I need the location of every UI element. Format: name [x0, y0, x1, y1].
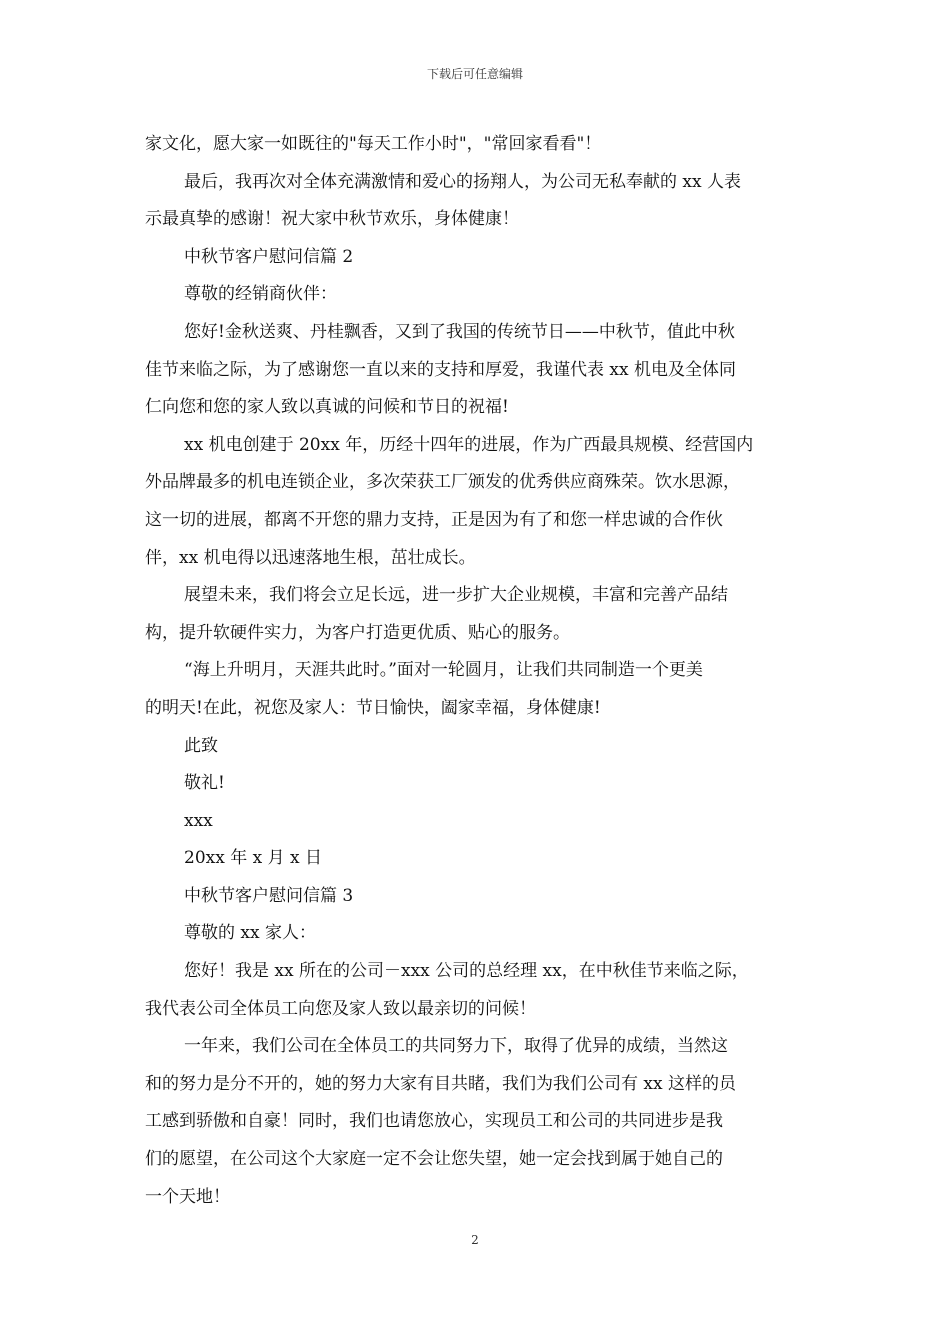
text-line: 最后，我再次对全体充满激情和爱心的扬翔人，为公司无私奉献的 xx 人表: [184, 171, 741, 192]
page-number: 2: [471, 1233, 479, 1247]
closing-line: 此致: [184, 735, 218, 756]
text-line: 构，提升软硬件实力，为客户打造更优质、贴心的服务。: [145, 622, 570, 643]
text-line: 一年来，我们公司在全体员工的共同努力下，取得了优异的成绩，当然这: [184, 1036, 728, 1057]
salutation: 尊敬的经销商伙伴：: [184, 284, 337, 305]
section-heading: 中秋节客户慰问信篇 3: [184, 885, 354, 906]
signature-date: 20xx 年 x 月 x 日: [184, 848, 323, 869]
text-line: 外品牌最多的机电连锁企业，多次荣获工厂颁发的优秀供应商殊荣。饮水思源，: [145, 472, 740, 493]
text-line: 们的愿望，在公司这个大家庭一定不会让您失望，她一定会找到属于她自己的: [145, 1149, 723, 1170]
text-line: 的明天!在此，祝您及家人：节日愉快，阖家幸福，身体健康!: [145, 697, 601, 718]
text-line: 家文化，愿大家一如既往的"每天工作小时"，"常回家看看"！: [145, 134, 602, 154]
text-line: 仁向您和您的家人致以真诚的问候和节日的祝福!: [145, 397, 509, 418]
text-line: 一个天地！: [145, 1186, 230, 1207]
salutation: 尊敬的 xx 家人：: [184, 923, 316, 944]
text-line: xx 机电创建于 20xx 年，历经十四年的进展，作为广西最具规模、经营国内: [184, 434, 754, 455]
signature-name: xxx: [184, 810, 213, 831]
text-line: 工感到骄傲和自豪！同时，我们也请您放心，实现员工和公司的共同进步是我: [145, 1111, 723, 1132]
document-body: [145, 126, 820, 1216]
text-line: 和的努力是分不开的，她的努力大家有目共睹，我们为我们公司有 xx 这样的员: [145, 1073, 736, 1094]
section-heading: 中秋节客户慰问信篇 2: [184, 246, 354, 267]
text-line: 示最真挚的感谢！祝大家中秋节欢乐，身体健康！: [145, 209, 519, 230]
text-line: 我代表公司全体员工向您及家人致以最亲切的问候！: [145, 998, 536, 1019]
text-line: 这一切的进展，都离不开您的鼎力支持，正是因为有了和您一样忠诚的合作伙: [145, 509, 723, 530]
text-line: 伴，xx 机电得以迅速落地生根，茁壮成长。: [145, 547, 476, 568]
text-line: “海上升明月，天涯共此时。”面对一轮圆月，让我们共同制造一个更美: [184, 660, 703, 681]
text-line: 佳节来临之际，为了感谢您一直以来的支持和厚爱，我谨代表 xx 机电及全体同: [145, 359, 736, 380]
text-line: 展望未来，我们将会立足长远，进一步扩大企业规模，丰富和完善产品结: [184, 585, 728, 606]
closing-line: 敬礼!: [184, 773, 225, 794]
text-line: 您好!金秋送爽、丹桂飘香，又到了我国的传统节日——中秋节，值此中秋: [184, 321, 735, 342]
page-header: 下载后可任意编辑: [426, 67, 523, 81]
text-line: 您好！我是 xx 所在的公司－xxx 公司的总经理 xx，在中秋佳节来临之际，: [184, 961, 749, 982]
